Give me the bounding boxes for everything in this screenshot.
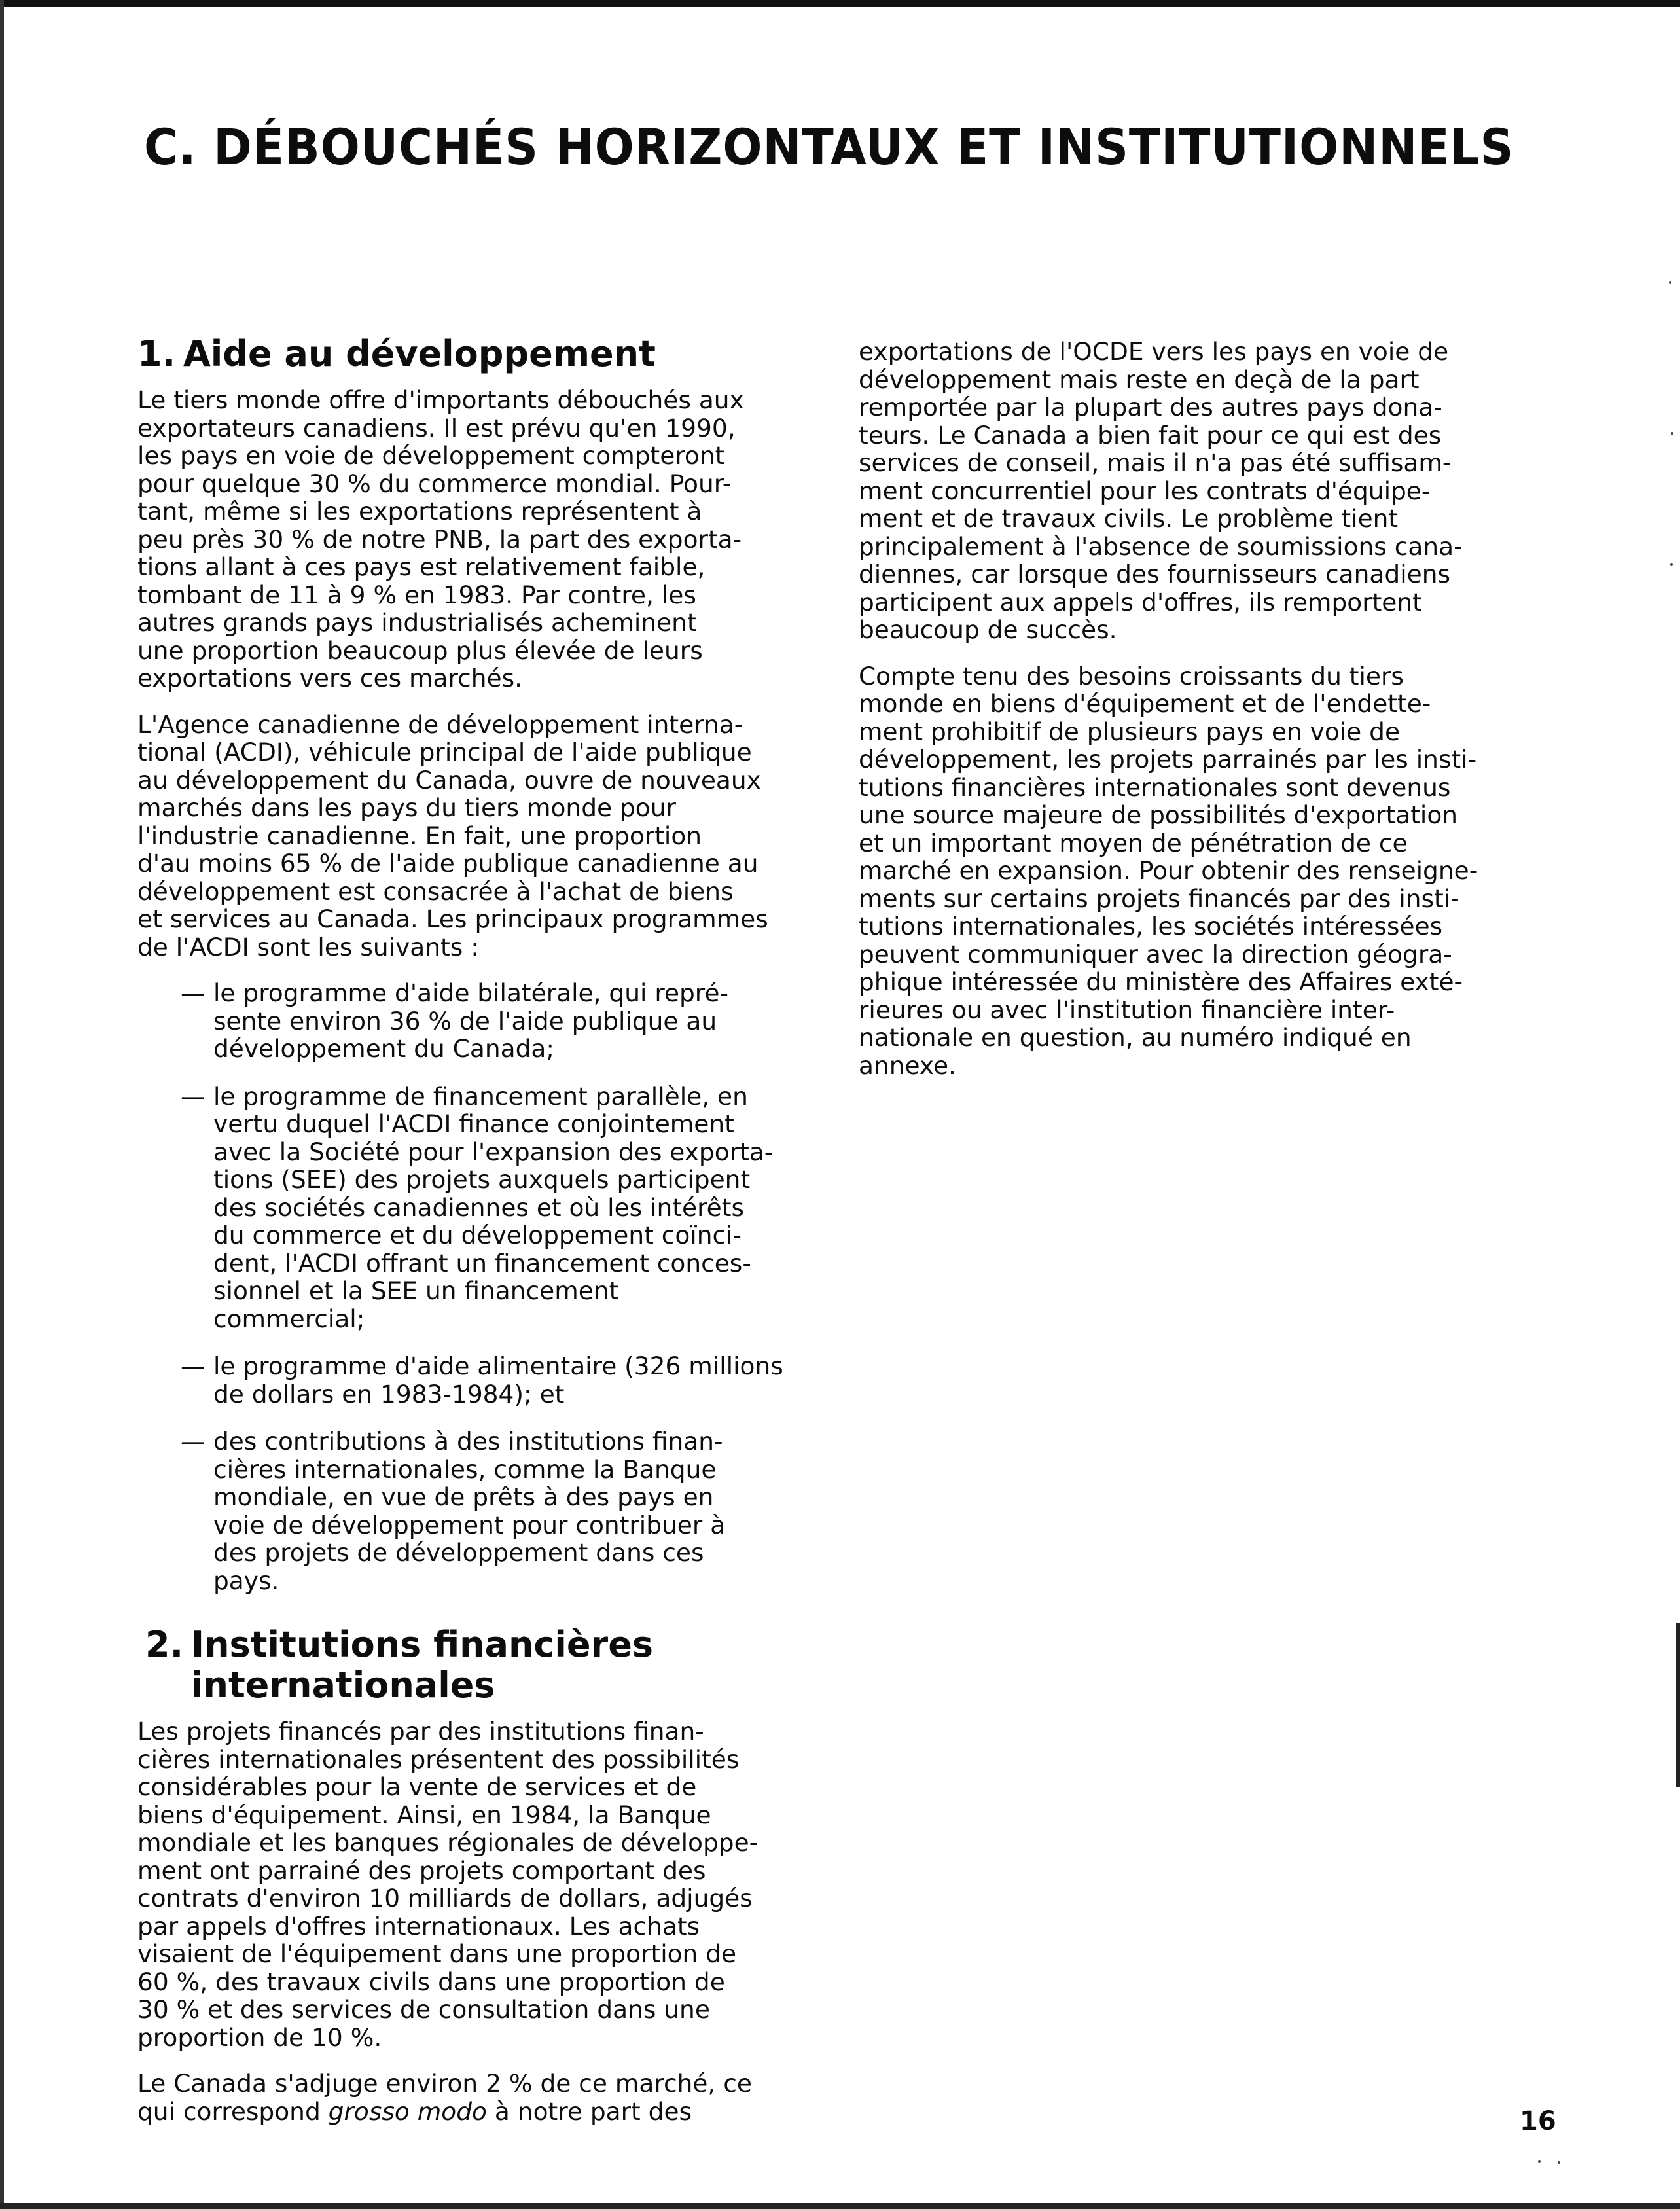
text-line: et un important moyen de pénétration de ce [859,828,1408,857]
text-run: à notre part des [487,2096,692,2126]
text-run: qui correspond [137,2096,329,2126]
text-line: rieures ou avec l'institution financière inter- [859,995,1395,1024]
text-line: Les projets financés par des institutions finan- [137,1717,704,1746]
text-line: ment concurrentiel pour les contrats d'équipe- [859,476,1431,505]
list-item [137,1428,812,1594]
scan-edge-left [0,0,4,2209]
right-column [859,338,1546,1098]
page-heading: C. DÉBOUCHÉS HORIZONTAUX ET INSTITUTIONNELS [144,118,1514,176]
text-line: ment prohibitif de plusieurs pays en voie de [859,717,1401,746]
text-line: les pays en voie de développement compteront [137,441,725,470]
left-column [137,334,812,2144]
text-line: diennes, car lorsque des fournisseurs canadiens [859,560,1451,588]
section-2-number: 2. [145,1624,184,1665]
text-line: le programme d'aide alimentaire (326 millions [213,1352,783,1380]
scan-edge-right [1676,1623,1680,1787]
text-line: visaient de l'équipement dans une proportion de [137,1939,737,1968]
text-line: peuvent communiquer avec la direction géogra- [859,939,1452,969]
text-line: vertu duquel l'ACDI finance conjointement [213,1109,734,1138]
text-line: considérables pour la vente de services et de [137,1772,697,1801]
text-line: des projets de développement dans ces [213,1538,704,1567]
text-line: principalement à l'absence de soumissions cana- [859,531,1463,561]
text-line: tant, même si les exportations représentent à [137,497,702,526]
text-line: une source majeure de possibilités d'exportation [859,800,1458,829]
scan-speck [1671,432,1673,435]
text-line: tutions internationales, les sociétés intéressées [859,912,1443,941]
cida-programs-list [137,979,812,1594]
list-item [137,1352,812,1408]
text-line: au développement du Canada, ouvre de nouveaux [137,765,761,795]
list-item [137,979,812,1063]
text-line: de dollars en 1983-1984); et [213,1379,565,1409]
text-line: exportateurs canadiens. Il est prévu qu'en 1990, [137,413,736,442]
text-line: tional (ACDI), véhicule principal de l'aide publique [137,738,752,766]
text-line: des contributions à des institutions finan- [213,1427,723,1456]
section-2-heading [145,1625,812,1706]
list-dash: — [181,1081,206,1111]
text-line: par appels d'offres internationaux. Les achats [137,1911,700,1941]
text-line: tions allant à ces pays est relativement faible, [137,552,706,581]
scan-speck [1538,2160,1541,2163]
text-line: commercial; [213,1304,365,1333]
text-line: d'au moins 65 % de l'aide publique canadienne au [137,849,759,878]
text-line: tombant de 11 à 9 % en 1983. Par contre, les [137,580,696,609]
section-2-paragraph-2 [137,2070,812,2125]
text-line: exportations vers ces marchés. [137,664,523,692]
text-line: 60 %, des travaux civils dans une proportion de [137,1967,725,1996]
page-number: 16 [1520,2106,1556,2136]
text-line: des sociétés canadiennes et où les intérêts [213,1193,744,1222]
right-paragraph-2 [859,662,1546,1080]
section-2-title-line-1: Institutions financières [191,1624,653,1665]
text-line: l'industrie canadienne. En fait, une proportion [137,821,702,850]
text-line: exportations de l'OCDE vers les pays en voie de [859,337,1449,366]
right-paragraph-1 [859,338,1546,644]
text-line: cières internationales présentent des possibilités [137,1744,740,1774]
section-1-number: 1. [137,333,176,374]
text-line: proportion de 10 %. [137,2022,382,2052]
text-line: marchés dans les pays du tiers monde pour [137,793,676,822]
text-line: développement mais reste en deçà de la part [859,365,1420,394]
scan-speck [1670,563,1673,566]
text-line: et services au Canada. Les principaux programmes [137,905,768,933]
text-line: phique intéressée du ministère des Affaires exté- [859,967,1463,996]
section-1-title: Aide au développement [183,333,656,374]
section-1-paragraph-1 [137,386,812,692]
list-dash: — [181,979,206,1007]
list-dash: — [181,1427,206,1456]
text-line: contrats d'environ 10 milliards de dollars, adjugés [137,1884,753,1913]
list-dash: — [181,1352,206,1380]
italic-phrase: grosso modo [328,2096,487,2126]
scan-speck [1558,2161,1560,2164]
text-line: peu près 30 % de notre PNB, la part des exporta- [137,524,742,554]
text-line: ment ont parrainé des projets comportant des [137,1856,706,1885]
section-1-heading [137,334,812,374]
text-line: développement, les projets parrainés par les insti- [859,745,1477,774]
list-item [137,1083,812,1333]
text-line: sente environ 36 % de l'aide publique au [213,1006,717,1035]
text-line: le programme de financement parallèle, en [213,1081,748,1111]
text-line: participent aux appels d'offres, ils remportent [859,587,1422,617]
text-line: autres grands pays industrialisés acheminent [137,608,697,637]
text-line: pays. [213,1566,279,1595]
text-line: L'Agence canadienne de développement interna- [137,709,743,739]
text-line: 30 % et des services de consultation dans une [137,1995,710,2024]
text-line: annexe. [859,1051,956,1080]
text-line: Le tiers monde offre d'importants débouchés aux [137,386,744,414]
text-line: Compte tenu des besoins croissants du tiers [859,661,1404,691]
section-1-paragraph-2 [137,711,812,961]
text-line: avec la Société pour l'expansion des exporta- [213,1137,774,1166]
text-line: marché en expansion. Pour obtenir des renseigne- [859,856,1478,885]
text-line: une proportion beaucoup plus élevée de leurs [137,636,703,665]
text-line: de l'ACDI sont les suivants : [137,932,479,961]
text-line: remportée par la plupart des autres pays dona- [859,393,1442,422]
text-line: développement du Canada; [213,1034,554,1063]
section-2-paragraph-1 [137,1717,812,2051]
text-line: voie de développement pour contribuer à [213,1510,726,1539]
text-line: ments sur certains projets financés par des insti- [859,884,1459,913]
section-2-title-line-2: internationales [191,1664,495,1706]
text-line: teurs. Le Canada a bien fait pour ce qui est des [859,420,1442,450]
text-line: ment et de travaux civils. Le problème tient [859,504,1399,533]
text-line: nationale en question, au numéro indiqué en [859,1023,1412,1052]
text-line: beaucoup de succès. [859,615,1117,644]
text-line [137,2098,812,2126]
text-line: tions (SEE) des projets auxquels participent [213,1165,751,1194]
text-line: services de conseil, mais il n'a pas été suffisam- [859,448,1452,477]
text-line: dent, l'ACDI offrant un financement conces- [213,1248,751,1278]
text-line: pour quelque 30 % du commerce mondial. Pour- [137,469,732,498]
text-line: le programme d'aide bilatérale, qui repré- [213,979,729,1007]
text-line: Le Canada s'adjuge environ 2 % de ce marché, ce [137,2069,752,2098]
text-line: du commerce et du développement coïnci- [213,1221,742,1249]
text-line: biens d'équipement. Ainsi, en 1984, la Banque [137,1800,711,1829]
scan-speck [1669,281,1671,284]
scan-edge-top [0,0,1680,7]
scan-edge-bottom [0,2203,1680,2209]
text-line: développement est consacrée à l'achat de biens [137,876,734,906]
text-line: mondiale et les banques régionales de développe- [137,1828,759,1857]
text-line: mondiale, en vue de prêts à des pays en [213,1482,714,1511]
text-line: sionnel et la SEE un financement [213,1276,619,1305]
text-line: tutions financières internationales sont devenus [859,772,1451,802]
text-line: cières internationales, comme la Banque [213,1454,717,1484]
text-line: monde en biens d'équipement et de l'endette- [859,689,1431,718]
